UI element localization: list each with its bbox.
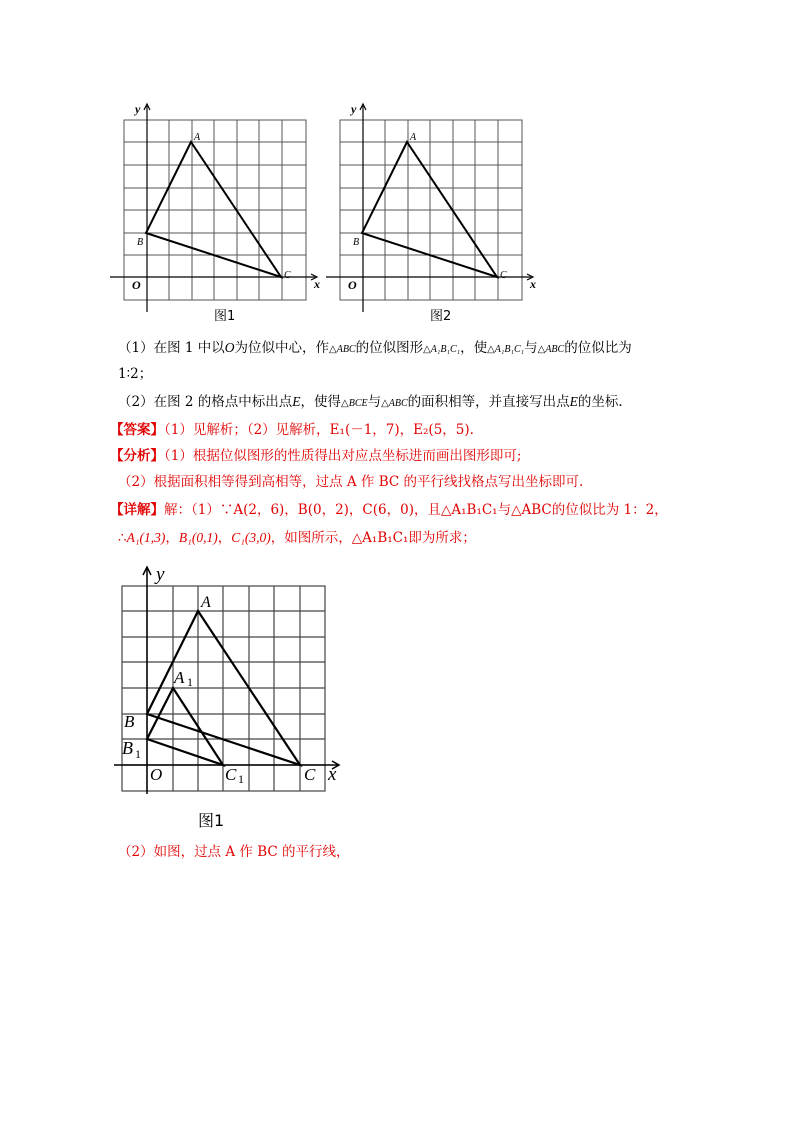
origin-label: O: [150, 765, 163, 784]
detail-tag: 【详解】: [110, 502, 164, 518]
analysis-tag: 【分析】: [110, 448, 164, 464]
point-c1-subscript: 1: [238, 772, 244, 786]
origin-label: O: [348, 278, 357, 292]
point-b-label: B: [137, 237, 144, 248]
detail-line-1: [110, 500, 668, 520]
q1-text-f: 的位似比为: [564, 340, 632, 356]
q2-text-a: （2）在图 2 的格点中标出点: [118, 394, 293, 410]
detail-line-3: [118, 842, 350, 862]
q1-text-b: 为位似中心，作: [234, 340, 330, 356]
point-c-label: C: [284, 270, 291, 281]
figure-3-graph: [110, 562, 360, 802]
figure-2-caption: 图2: [430, 309, 452, 324]
figure-3: [110, 562, 360, 802]
detail-b1: B₁(0,1): [178, 530, 218, 545]
detail-therefore: ∴: [118, 530, 127, 546]
x-label: x: [328, 764, 337, 785]
detail-text-3: （2）如图，过点 A 作 BC 的平行线，: [118, 844, 350, 860]
x-label: x: [314, 277, 320, 291]
analysis-line-1: [110, 446, 521, 466]
point-a-label: A: [194, 132, 201, 143]
detail-sep-1: ，: [165, 530, 179, 546]
q1-text-c: 的位似图形: [355, 340, 424, 356]
q1-text-d: ，使: [460, 340, 488, 356]
detail-text-2: ，如图所示，△A₁B₁C₁即为所求；: [270, 530, 476, 546]
detail-text-1: 解：（1）∵A(2，6)，B(0，2)，C(6，0)，且△A₁B₁C₁与△ABC的位似比为 1：2，: [164, 502, 668, 518]
figure-3-caption: 图1: [198, 811, 225, 830]
analysis-text-1: （1）根据位似图形的性质得出对应点坐标进而画出图形即可;: [164, 448, 522, 464]
q2-triangle-bce: △BCE: [341, 398, 368, 409]
q2-point-e: E: [292, 394, 301, 409]
grid: [122, 586, 325, 791]
origin-label: O: [132, 278, 141, 292]
q1-end: ；: [138, 366, 153, 382]
point-b1-subscript: 1: [135, 747, 141, 761]
q1-triangle-abc-b: △ABC: [537, 344, 565, 355]
analysis-line-2: [118, 472, 583, 492]
x-label: x: [530, 277, 536, 291]
point-b-label: B: [353, 237, 360, 248]
question-1-line-2: [118, 364, 152, 384]
detail-a1: A₁(1,3): [126, 530, 166, 545]
q1-triangle-a1b1c1: △A₁B₁C₁: [423, 344, 461, 355]
q1-text-a: （1）在图 1 中以: [118, 340, 225, 356]
answer-line: [110, 420, 474, 440]
detail-c1: C₁(3,0): [231, 530, 271, 545]
y-label: y: [156, 564, 165, 585]
y-label: y: [351, 102, 357, 116]
point-b-label: B: [124, 712, 135, 731]
analysis-text-2: （2）根据面积相等得到高相等，过点 A 作 BC 的平行线找格点写出坐标即可.: [118, 474, 584, 490]
point-b1-label: B: [122, 738, 133, 758]
figure-2: [326, 100, 541, 315]
q1-triangle-a1b1c1-b: △A₁B₁C₁: [487, 344, 525, 355]
figure-2-graph: [326, 100, 541, 315]
answer-text: （1）见解析；（2）见解析，E₁(－1，7)，E₂(5，5).: [164, 422, 474, 438]
point-c-label: C: [500, 270, 507, 281]
detail-sep-2: ，: [217, 530, 232, 546]
q2-text-c: 与: [367, 394, 382, 410]
q1-text-e: 与: [524, 340, 538, 356]
q1-center-o: O: [224, 340, 235, 355]
y-label: y: [135, 102, 141, 116]
point-a-label: A: [201, 594, 211, 611]
answer-tag: 【答案】: [110, 422, 164, 438]
figure-1-caption: 图1: [214, 309, 236, 324]
q2-point-e-2: E: [569, 394, 578, 409]
point-a1-subscript: 1: [187, 675, 193, 689]
point-c1-label: C: [225, 765, 237, 784]
figure-1-graph: [110, 100, 325, 315]
point-c-label: C: [304, 765, 316, 784]
q2-text-d: 的面积相等，并直接写出点: [407, 394, 570, 410]
detail-line-2: [118, 528, 476, 548]
q1-ratio: 1∶2: [118, 366, 139, 382]
q2-triangle-abc: △ABC: [381, 398, 408, 409]
q2-text-e: 的坐标.: [577, 394, 623, 410]
question-1-line-1: [118, 338, 632, 360]
point-a1-label: A: [174, 668, 185, 687]
q2-text-b: ，使得: [300, 394, 342, 410]
point-a-label: A: [410, 132, 417, 143]
q1-triangle-abc: △ABC: [329, 344, 356, 355]
figure-1: [110, 100, 325, 315]
question-2-line: [118, 392, 623, 414]
